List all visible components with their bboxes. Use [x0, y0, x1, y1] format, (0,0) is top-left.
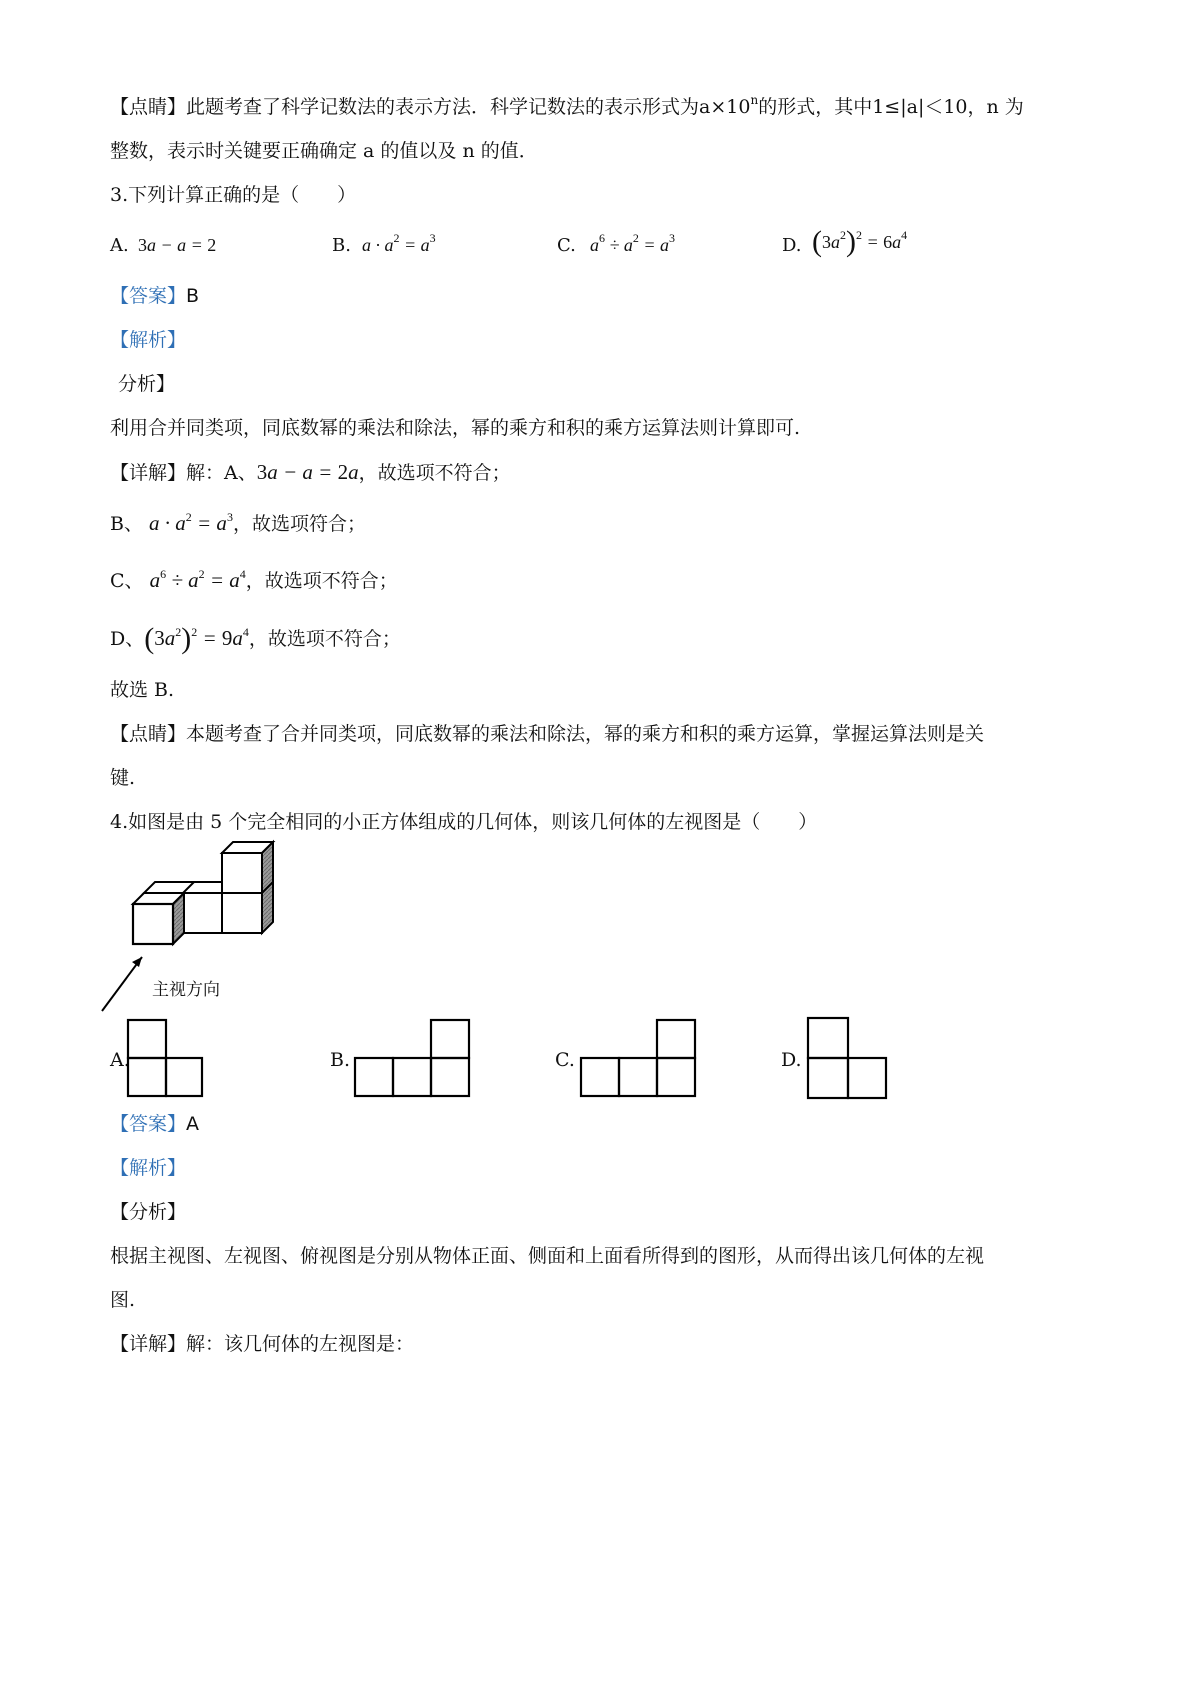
q4-option-c-figure — [576, 1017, 702, 1099]
q4-option-a-figure — [125, 1017, 205, 1099]
xiangjie-c-verdict: ，故选项不符合； — [245, 570, 398, 592]
dianjing-q2-text-c: ，n 为 — [967, 96, 1024, 118]
q4-option-c-letter: C. — [555, 1049, 575, 1071]
xiangjie-a-expr: 3a − a = 2a — [256, 460, 359, 484]
q4-option-a-letter: A. — [110, 1049, 130, 1071]
q3-option-c-letter: C. — [557, 235, 576, 256]
direction-label: 主视方向 — [152, 980, 220, 1000]
xiangjie-a-label: 【详解】解：A、 — [110, 462, 257, 484]
dianjing-q2-text-b: 的形式，其中 — [758, 96, 873, 118]
fenxi-q4-line1: 根据主视图、左视图、俯视图是分别从物体正面、侧面和上面看所得到的图形，从而得出该几何体的左视 — [110, 1245, 985, 1267]
jiexi-tag-q4: 【解析】 — [110, 1157, 187, 1179]
dianjing-q3-line2: 键. — [110, 767, 136, 789]
cube-stack-top — [222, 842, 273, 893]
jiexi-tag-q3: 【解析】 — [110, 329, 187, 351]
question-3: 3.下列计算正确的是（ ） — [110, 184, 357, 206]
q4-option-b-figure — [350, 1017, 476, 1099]
question-4: 4.如图是由 5 个完全相同的小正方体组成的几何体，则该几何体的左视图是（ ） — [110, 811, 818, 833]
q3-option-d-letter: D. — [782, 235, 802, 256]
xiangjie-d-expr: $(3a^2)^2 = 9a^4$ — [144, 622, 249, 655]
xiangjie-b-label: B、 — [110, 513, 143, 535]
answer-q4 — [110, 1112, 199, 1136]
xiangjie-d-label: D、 — [110, 628, 145, 650]
q4-option-b-letter: B. — [330, 1049, 351, 1071]
fenxi-tag-q3: 分析】 — [118, 373, 176, 395]
cube-figure — [100, 835, 340, 1025]
q3-option-b-letter: B. — [332, 235, 351, 256]
guxuan-q3: 故选 B. — [110, 679, 175, 701]
xiangjie-d-verdict: ，故选项不符合； — [248, 628, 401, 650]
q4-option-d-letter: D. — [781, 1049, 802, 1071]
fenxi-q4-line2: 图. — [110, 1289, 136, 1311]
answer-tag: 【答案】 — [110, 1113, 187, 1135]
answer-tag: 【答案】 — [110, 285, 187, 307]
dianjing-q3-line1: 【点睛】本题考查了合并同类项，同底数幂的乘法和除法，幂的乘方和积的乘方运算，掌握运算法则是关 — [110, 723, 985, 745]
cube-row-back — [144, 882, 222, 893]
xiangjie-c-label: C、 — [110, 570, 144, 592]
range-condition: 1≤|a|＜10 — [872, 96, 968, 118]
fenxi-tag-q4: 【分析】 — [110, 1201, 187, 1223]
q3-option-a-letter: A. — [110, 235, 129, 256]
q3-option-b-expr: $a \cdot a^2 = a^3$ — [362, 231, 436, 255]
answer-value: A — [186, 1113, 200, 1135]
answer-value: B — [186, 285, 200, 307]
q3-option-a-expr: 3a − a = 2 — [138, 235, 217, 255]
xiangjie-d — [110, 622, 401, 655]
q4-option-d-figure — [805, 1015, 891, 1103]
fenxi-text-q3: 利用合并同类项，同底数幂的乘法和除法，幂的乘方和积的乘方运算法则计算即可. — [110, 417, 801, 439]
sci-notation-form: $a\times 10^n$ — [699, 93, 759, 118]
xiangjie-c-expr: $a^6 \div a^2 = a^4$ — [149, 567, 246, 592]
xiangjie-a-verdict: ，故选项不符合； — [358, 462, 511, 484]
q3-option-d-expr: $(3a^2)^2 = 6a^4$ — [812, 225, 908, 258]
xiangjie-b-verdict: ，故选项符合； — [232, 513, 366, 535]
dianjing-q2-line1 — [110, 95, 1024, 119]
xiangjie-q4: 【详解】解：该几何体的左视图是： — [110, 1333, 415, 1355]
q3-option-c-expr: $a^6 \div a^2 = a^3$ — [590, 231, 676, 255]
dianjing-q2-line2: 整数，表示时关键要正确确定 a 的值以及 n 的值． — [110, 140, 538, 162]
xiangjie-b-expr: $a \cdot a^2 = a^3$ — [149, 510, 233, 535]
xiangjie-b — [110, 511, 366, 536]
xiangjie-a — [110, 460, 511, 485]
view-direction-arrow — [102, 957, 142, 1011]
xiangjie-c — [110, 568, 398, 593]
dianjing-q2-text-a: 【点睛】此题考查了科学记数法的表示方法．科学记数法的表示形式为 — [110, 96, 700, 118]
answer-q3 — [110, 284, 199, 308]
